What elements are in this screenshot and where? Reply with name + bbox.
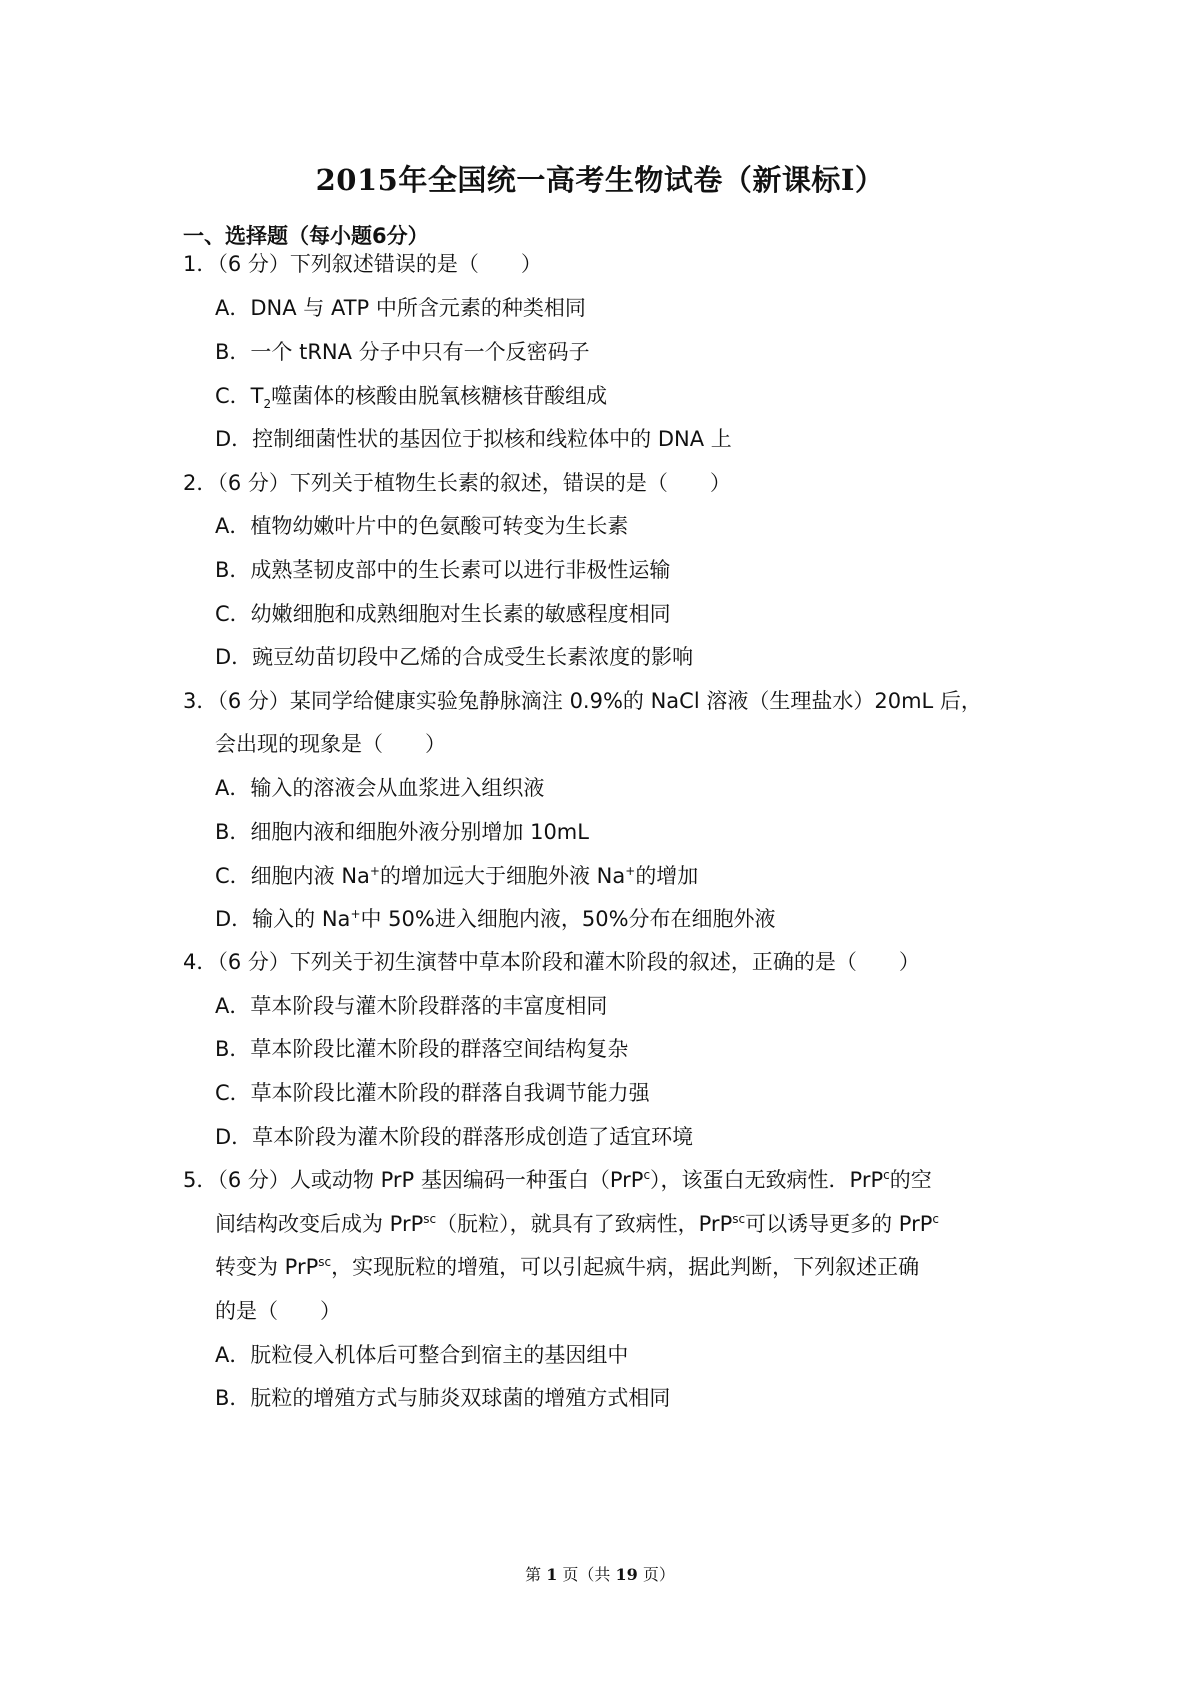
stem-text: 的空: [889, 1168, 932, 1192]
stem-text: （朊粒），就具有了致病性，PrP: [436, 1212, 733, 1236]
page-title: 2015年全国统一高考生物试卷（新课标Ⅰ）: [315, 163, 885, 197]
page-number: 1: [546, 1565, 558, 1584]
superscript: +: [369, 864, 380, 878]
question-3-stem-cont: 会出现的现象是（ ）: [215, 732, 446, 756]
stem-text: 间结构改变后成为 PrP: [215, 1212, 424, 1236]
question-1-option-b: B．一个 tRNA 分子中只有一个反密码子: [215, 340, 590, 364]
question-1-option-d: D．控制细菌性状的基因位于拟核和线粒体中的 DNA 上: [215, 427, 732, 451]
question-1-option-c: [215, 381, 607, 411]
question-3-option-a: A．输入的溶液会从血浆进入组织液: [215, 776, 545, 800]
page-total: 19: [615, 1565, 638, 1584]
option-c-text: 噬菌体的核酸由脱氧核糖核苷酸组成: [271, 384, 608, 408]
footer-text: 页（共: [562, 1565, 611, 1584]
superscript: sc: [732, 1212, 746, 1226]
question-2-stem: 2．（6 分）下列关于植物生长素的叙述，错误的是（ ）: [183, 471, 731, 495]
question-1-stem: 1．（6 分）下列叙述错误的是（ ）: [183, 252, 542, 276]
superscript: c: [883, 1168, 890, 1182]
superscript: sc: [318, 1255, 332, 1269]
stem-text: 可以诱导更多的 PrP: [745, 1212, 933, 1236]
question-4-option-b: B．草本阶段比灌木阶段的群落空间结构复杂: [215, 1037, 629, 1061]
question-5-option-a: A．朊粒侵入机体后可整合到宿主的基因组中: [215, 1343, 629, 1367]
stem-text: 转变为 PrP: [215, 1255, 319, 1279]
superscript: +: [625, 864, 636, 878]
question-4-stem: 4．（6 分）下列关于初生演替中草本阶段和灌木阶段的叙述，正确的是（ ）: [183, 950, 920, 974]
footer-text: 第: [525, 1565, 542, 1584]
question-2-option-b: B．成熟茎韧皮部中的生长素可以进行非极性运输: [215, 558, 671, 582]
question-3-stem: 3．（6 分）某同学给健康实验兔静脉滴注 0.9%的 NaCl 溶液（生理盐水）20mL 后，: [183, 689, 982, 713]
option-d-text: D．输入的 Na: [215, 907, 351, 931]
question-4-option-c: C．草本阶段比灌木阶段的群落自我调节能力强: [215, 1081, 650, 1105]
question-3-option-c: [215, 861, 698, 891]
option-c-text: C．细胞内液 Na: [215, 864, 370, 888]
question-3-option-d: [215, 904, 776, 934]
stem-text: ，实现朊粒的增殖，可以引起疯牛病，据此判断，下列叙述正确: [331, 1255, 920, 1279]
subscript: 2: [263, 397, 272, 412]
question-5-option-b: B．朊粒的增殖方式与肺炎双球菌的增殖方式相同: [215, 1386, 671, 1410]
footer-text: 页）: [642, 1565, 675, 1584]
question-4-option-a: A．草本阶段与灌木阶段群落的丰富度相同: [215, 994, 608, 1018]
option-d-text: 中 50%进入细胞内液，50%分布在细胞外液: [360, 907, 776, 931]
question-5-stem-cont: 的是（ ）: [215, 1299, 341, 1323]
question-1-option-a: A．DNA 与 ATP 中所含元素的种类相同: [215, 296, 586, 320]
superscript: c: [643, 1168, 651, 1182]
question-5-stem-cont: [215, 1209, 939, 1239]
question-3-option-b: B．细胞内液和细胞外液分别增加 10mL: [215, 820, 589, 844]
question-4-option-d: D．草本阶段为灌木阶段的群落形成创造了适宜环境: [215, 1125, 694, 1149]
superscript: c: [932, 1212, 939, 1226]
option-c-text: C．T: [215, 384, 264, 408]
superscript: +: [350, 907, 361, 921]
question-2-option-d: D．豌豆幼苗切段中乙烯的合成受生长素浓度的影响: [215, 645, 694, 669]
section-heading: 一、选择题（每小题6分）: [183, 224, 429, 248]
option-c-text: 的增加: [635, 864, 699, 888]
question-2-option-a: A．植物幼嫩叶片中的色氨酸可转变为生长素: [215, 514, 629, 538]
question-2-option-c: C．幼嫩细胞和成熟细胞对生长素的敏感程度相同: [215, 602, 671, 626]
page-footer: [0, 1562, 1200, 1585]
question-5-stem-cont: [215, 1252, 919, 1282]
stem-text: 5．（6 分）人或动物 PrP 基因编码一种蛋白（PrP: [183, 1168, 644, 1192]
superscript: sc: [423, 1212, 437, 1226]
question-5-stem: [183, 1165, 932, 1195]
stem-text: ），该蛋白无致病性．PrP: [650, 1168, 884, 1192]
option-c-text: 的增加远大于细胞外液 Na: [379, 864, 626, 888]
